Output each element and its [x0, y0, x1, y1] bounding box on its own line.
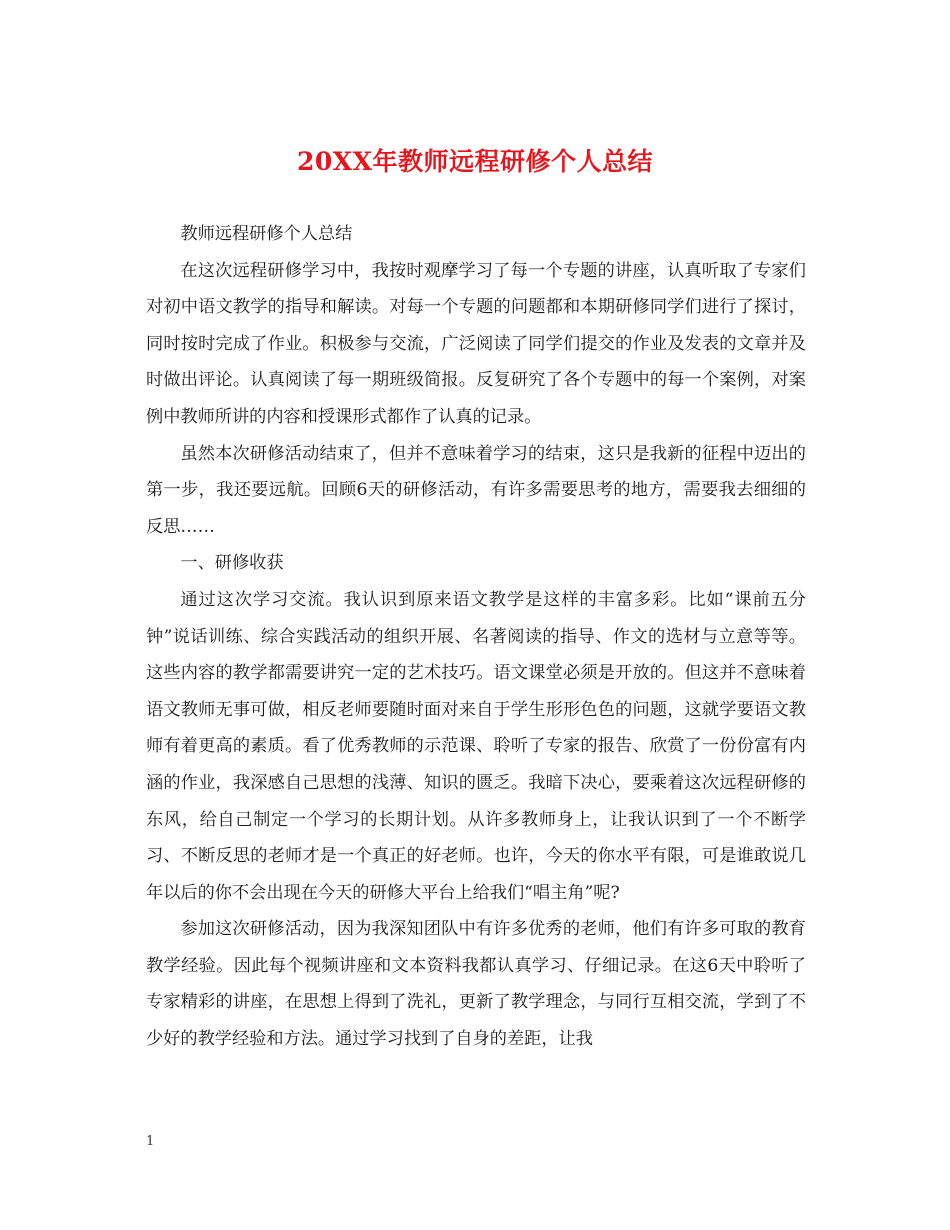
paragraph-participation: 参加这次研修活动，因为我深知团队中有许多优秀的老师，他们有许多可取的教育教学经验。因此每个视频讲座和文本资料我都认真学习、仔细记录。在这6天中聆听了专家精彩的讲座，在思想上得到了洗礼，更新了教学理念，与同行互相交流，学到了不少好的教学经验和方法。通过学习找到了自身的差距，让我 [146, 919, 806, 1050]
section-heading-gains: 一、研修收获 [180, 553, 284, 574]
paragraph-gains: 通过这次学习交流。我认识到原来语文教学是这样的丰富多彩。比如“课前五分钟”说话训练、综合实践活动的组织开展、名著阅读的指导、作文的选材与立意等等。这些内容的教学都需要讲究一定的艺术技巧。语文课堂必须是开放的。但这并不意味着语文教师无事可做，相反老师要随时面对来自于学生形形色色的问题，这就学要语文教师有着更高的素质。看了优秀教师的示范课、聆听了专家的报告、欣赏了一份份富有内涵的作业，我深感自己思想的浅薄、知识的匮乏。我暗下决心，要乘着这次远程研修的东风，给自己制定一个学习的长期计划。从许多教师身上，让我认识到了一个不断学习、不断反思的老师才是一个真正的好老师。也许，今天的你水平有限，可是谁敢说几年以后的你不会出现在今天的研修大平台上给我们“唱主角”呢? [146, 589, 806, 903]
page-number: 1 [146, 1134, 155, 1149]
document-body [146, 216, 806, 1058]
document-title: 20XX年教师远程研修个人总结 [296, 147, 654, 176]
paragraph-study-overview: 在这次远程研修学习中，我按时观摩学习了每一个专题的讲座，认真听取了专家们对初中语文教学的指导和解读。对每一个专题的问题都和本期研修同学们进行了探讨，同时按时完成了作业。积极参与交流，广泛阅读了同学们提交的作业及发表的文章并及时做出评论。认真阅读了每一期班级简报。反复研究了各个专题中的每一个案例，对案例中教师所讲的内容和授课形式都作了认真的记录。 [146, 260, 806, 427]
paragraph-reflection: 虽然本次研修活动结束了，但并不意味着学习的结束，这只是我新的征程中迈出的第一步，我还要远航。回顾6天的研修活动，有许多需要思考的地方，需要我去细细的反思…… [146, 443, 806, 537]
paragraph-heading: 教师远程研修个人总结 [180, 224, 353, 244]
